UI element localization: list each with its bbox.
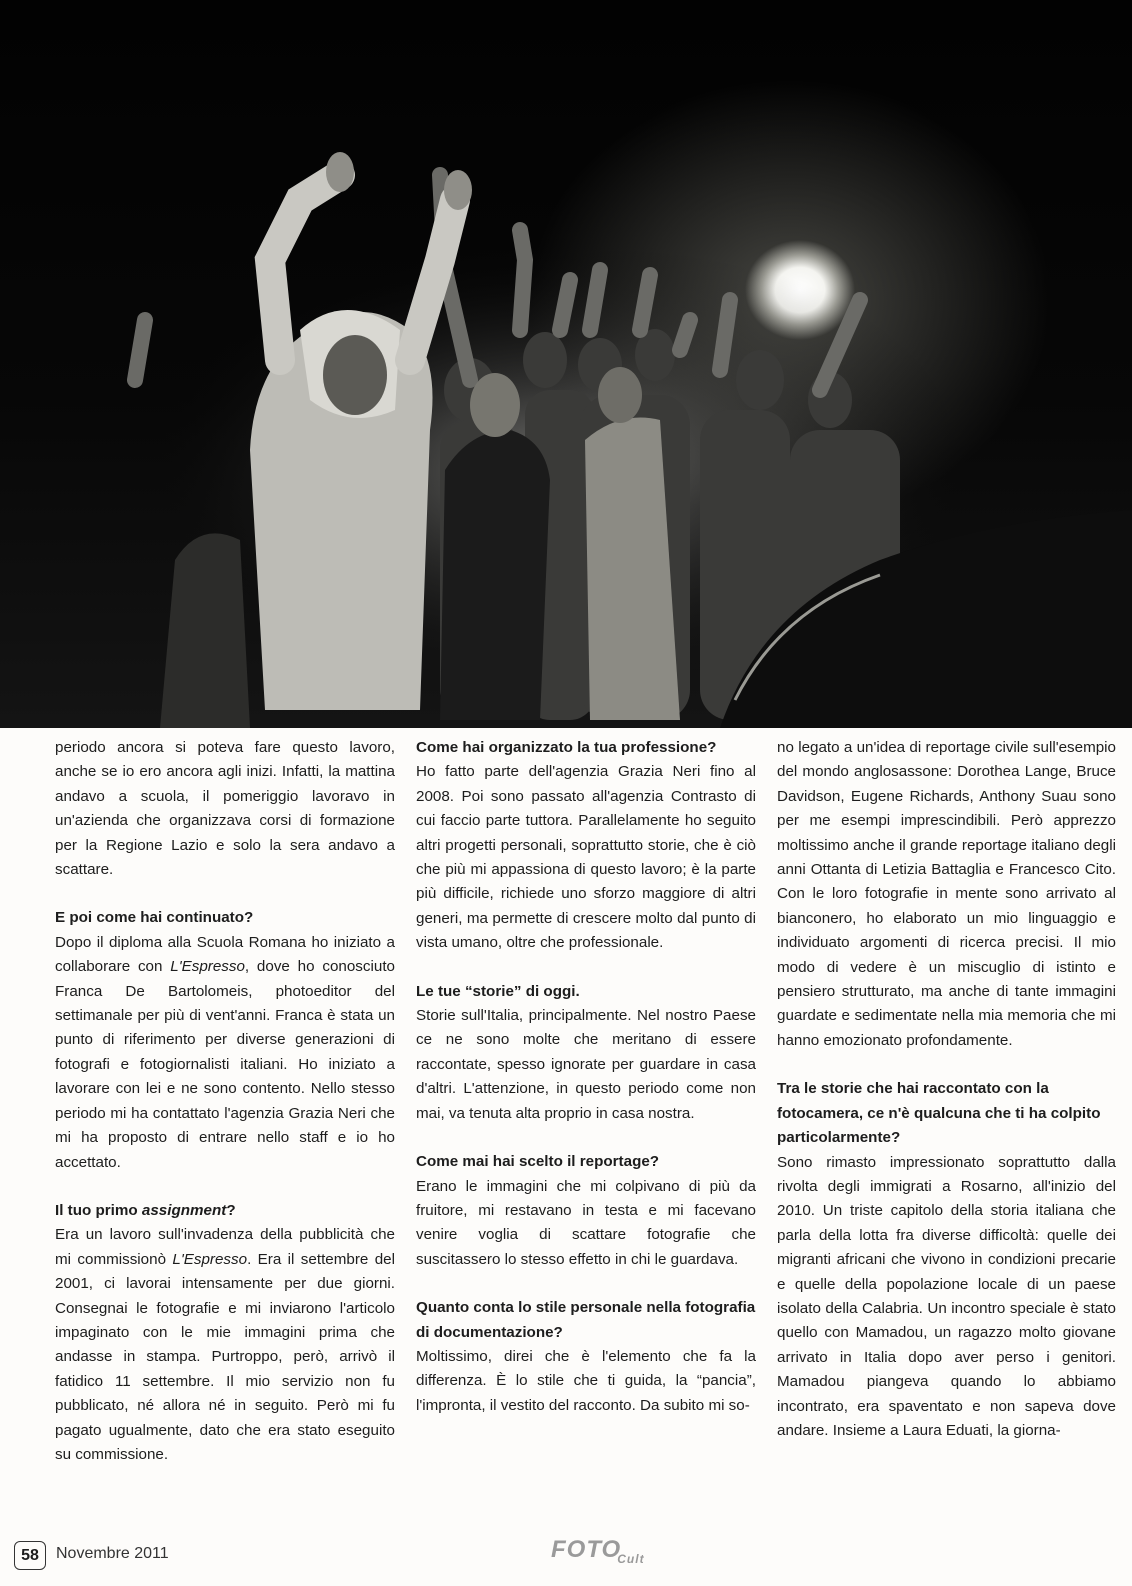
hero-photo xyxy=(0,0,1132,728)
issue-date: Novembre 2011 xyxy=(56,1545,169,1562)
page-number: 58 xyxy=(14,1541,46,1570)
paragraph: Dopo il diploma alla Scuola Romana ho iniziato a collaborare con L'Espresso, dove ho conosciuto Franca De Bartolomeis, photoeditor del settimanale per più di vent'anni. Franca è stata un punto di riferimento per diverse generazioni di fotografi e fotogiornalisti italiani. Ho iniziato a lavorare con lei e ne sono contento. Nello stesso periodo mi ha contattato l'agenzia Grazia Neri che mi ha proposto di entrare nello staff e io ho accettato. xyxy=(55,933,395,1171)
text-column-3 xyxy=(777,736,1116,1443)
crowd-silhouettes xyxy=(0,0,1132,728)
paragraph: Storie sull'Italia, principalmente. Nel nostro Paese ce ne sono molte che meritano di essere raccontate, spesso ignorate per guardare in casa d'altri. L'attenzione, in questo periodo come non mai, va tenuta alta proprio in casa nostra. xyxy=(416,1007,756,1122)
text-column-2 xyxy=(416,736,756,1418)
question-heading: Le tue “storie” di oggi. xyxy=(416,982,580,1000)
question-heading: Come hai organizzato la tua professione? xyxy=(416,739,717,756)
text-column-1 xyxy=(55,736,395,1467)
question-heading: Il tuo primo assignment? xyxy=(55,1201,236,1219)
paragraph: Sono rimasto impressionato soprattutto dalla rivolta degli immigrati a Rosarno, all'inizio del 2010. Un triste capitolo della storia italiana che parla della lotta fra diverse difficoltà: quelle dei migranti africani che vivono in condizioni precarie e quelle della popolazione locale di un paese isolato della Calabria. Un incontro speciale è stato quello con Mamadou, un ragazzo molto giovane arrivato in Italia dopo aver perso i genitori. Mamadou piangeva quando lo abbiamo incontrato, era spaventato e non sapeva dove andare. Insieme a Laura Eduati, la giorna- xyxy=(777,1153,1116,1439)
question-heading: E poi come hai continuato? xyxy=(55,909,254,927)
magazine-logo: $FOTO_{Cult}$ xyxy=(551,1536,645,1566)
question-heading: Come mai hai scelto il reportage? xyxy=(416,1153,660,1171)
paragraph: Moltissimo, direi che è l'elemento che fa la differenza. È lo stile che ti guida, la “pancia”, l'impronta, il vestito del racconto. Da subito mi so- xyxy=(416,1347,756,1414)
question-heading: Quanto conta lo stile personale nella fotografia di documentazione? xyxy=(416,1299,756,1341)
question-heading: Tra le storie che hai raccontato con la fotocamera, ce n'è qualcuna che ti ha colpito particolarmente? xyxy=(777,1080,1101,1147)
paragraph: no legato a un'idea di reportage civile sull'esempio del mondo anglosassone: Dorothea Lange, Bruce Davidson, Eugene Richards, Anthony Suau sono per me esempi imprescindibili. Però apprezzo moltissimo anche il grande reportage italiano degli anni Ottanta di Letizia Battaglia e Francesco Cito. Con le loro fotografie in mente sono arrivato al bianconero, ho elaborato un mio linguaggio e individuato argomenti di ricerca precisi. Il mio modo di vedere è un miscuglio di istinto e pensiero strutturato, ma anche di tante immagini guardate e sedimentate nella mia memoria che mi hanno emozionato profondamente. xyxy=(777,739,1116,1049)
paragraph: Ho fatto parte dell'agenzia Grazia Neri fino al 2008. Poi sono passato all'agenzia Contrasto di cui faccio parte tuttora. Parallelamente ho seguito altri progetti personali, soprattutto storie, che è ciò che più mi appassiona di questo lavoro; è la parte più difficile, richiede uno sforzo maggiore di altri generi, ma permette di crescere molto dal punto di vista umano, oltre che professionale. xyxy=(416,763,756,952)
paragraph: Erano le immagini che mi colpivano di più da fruitore, mi restavano in testa e mi facevano venire voglia di scattare fotografie che suscitassero lo stesso effetto in chi le guardava. xyxy=(416,1177,756,1268)
paragraph: Era un lavoro sull'invadenza della pubblicità che mi commissionò L'Espresso. Era il settembre del 2001, ci lavorai intensamente per due giorni. Consegnai le fotografie e mi inviarono l'articolo impaginato con le mie immagini prima che andasse in stampa. Purtroppo, però, arrivò il fatidico 11 settembre. Il mio servizio non fu pubblicato, né allora né in seguito. Però mi fu pagato ugualmente, dato che era stato eseguito su commissione. xyxy=(55,1226,395,1463)
paragraph: periodo ancora si poteva fare questo lavoro, anche se io ero ancora agli inizi. Infatti, la mattina andavo a scuola, il pomeriggio lavoravo in un'azienda che organizzava corsi di formazione per la Regione Lazio e solo la sera andavo a scattare. xyxy=(55,739,395,879)
